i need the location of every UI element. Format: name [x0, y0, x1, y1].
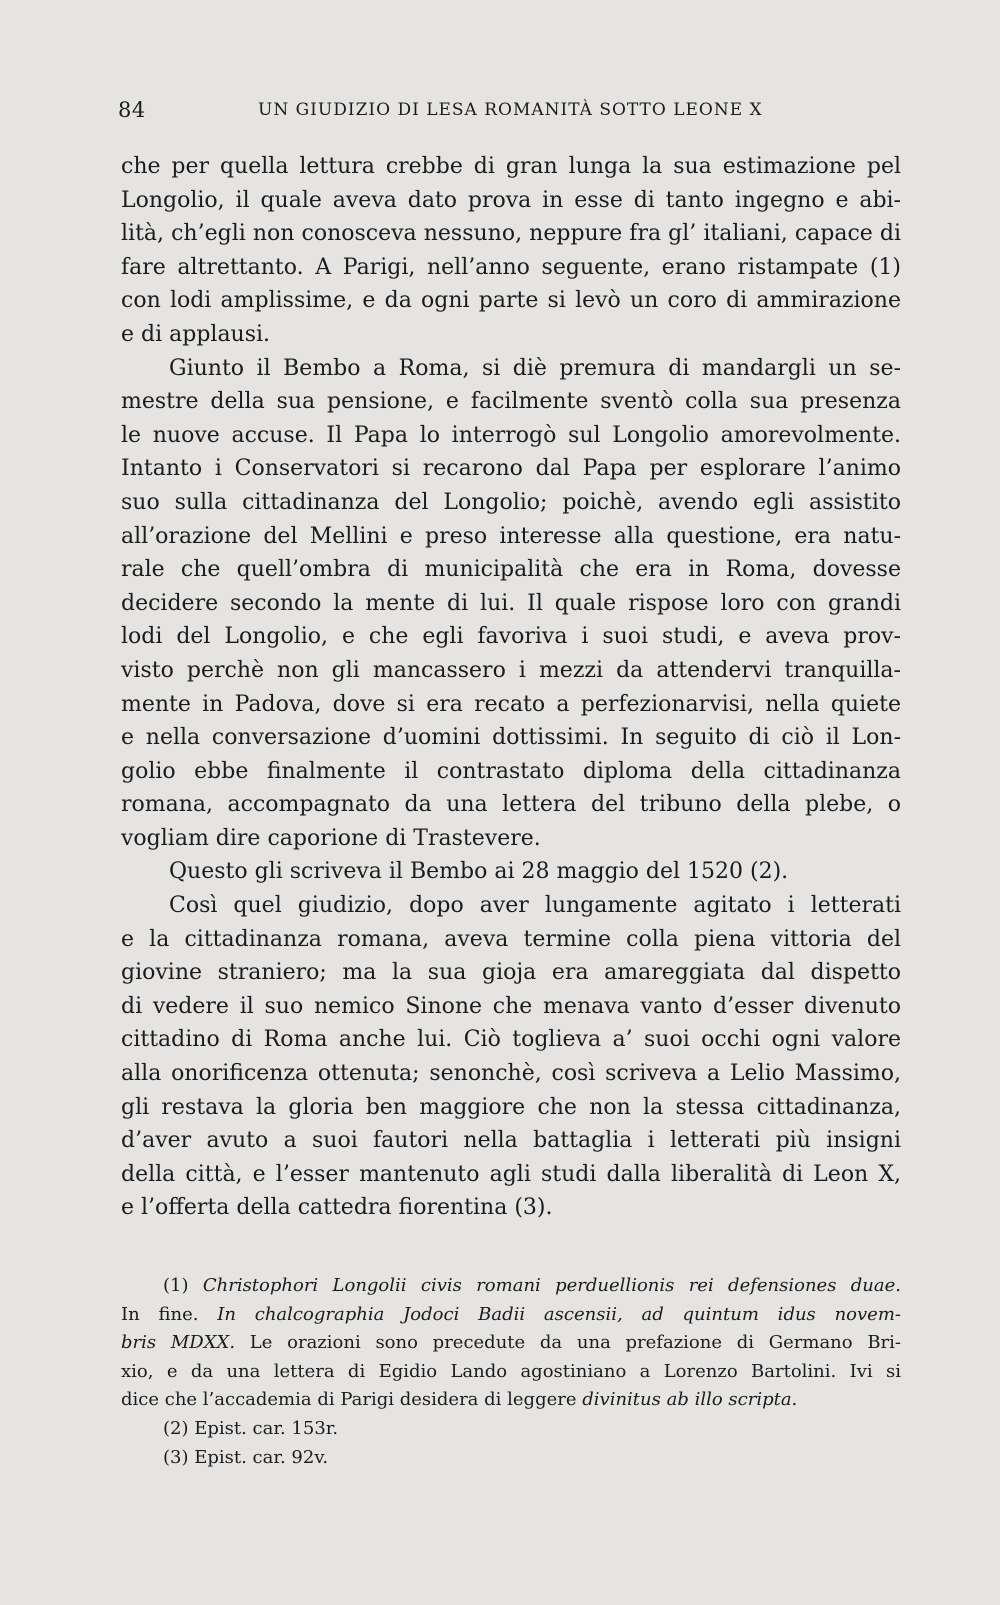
text-line: con lodi amplissime, e da ogni parte si levò un coro di ammirazione	[121, 288, 901, 314]
text-line: d’aver avuto a suoi fautori nella battaglia i letterati più insigni	[121, 1128, 901, 1154]
footnote-1-line	[121, 1386, 901, 1415]
text-line: Intanto i Conservatori si recarono dal Papa per esplorare l’animo	[121, 456, 901, 482]
text-line: lità, ch’egli non conosceva nessuno, neppure fra gl’ italiani, capace di	[121, 221, 901, 247]
footnote-1-line	[121, 1329, 901, 1358]
body-text	[121, 150, 901, 1225]
footnote-1-date: bris MDXX.	[121, 1332, 236, 1354]
text-line: e di applausi.	[121, 321, 271, 347]
footnote-1-line	[121, 1272, 901, 1301]
footnote-1-text: dice che l’accademia di Parigi desidera di leggere	[121, 1389, 577, 1411]
text-line: lodi del Longolio, e che egli favoriva i suoi studi, e aveva prov-	[121, 624, 901, 650]
text-line: suo sulla cittadinanza del Longolio; poichè, avendo egli assistito	[121, 489, 901, 515]
footnote-1-line: xio, e da una lettera di Egidio Lando agostiniano a Lorenzo Bartolini. Ivi si	[121, 1360, 901, 1382]
text-line: Questo gli scriveva il Bembo ai 28 maggio del 1520 (2).	[169, 859, 789, 885]
text-line: e l’offerta della cattedra fiorentina (3).	[121, 1195, 553, 1221]
footnote-1-title: Christophori Longolii civis romani perduellionis rei defensiones duae.	[202, 1275, 901, 1296]
footnote-marker: (1)	[163, 1275, 189, 1296]
text-line: vogliam dire caporione di Trastevere.	[121, 825, 541, 851]
text-line: mestre della sua pensione, e facilmente sventò colla sua presenza	[121, 389, 901, 415]
text-line: Giunto il Bembo a Roma, si diè premura di mandargli un se-	[169, 355, 901, 381]
footnote-1-quote: divinitus ab illo scripta.	[582, 1389, 798, 1411]
text-line: mente in Padova, dove si era recato a perfezionarvisi, nella quiete	[121, 691, 901, 717]
text-line: romana, accompagnato da una lettera del tribuno della plebe, o	[121, 792, 901, 818]
text-line: rale che quell’ombra di municipalità che era in Roma, dovesse	[121, 557, 901, 583]
footnote-1-line	[121, 1301, 901, 1330]
text-line: gli restava la gloria ben maggiore che non la stessa cittadinanza,	[121, 1094, 901, 1120]
text-line: decidere secondo la mente di lui. Il quale rispose loro con grandi	[121, 590, 901, 616]
text-line: e la cittadinanza romana, aveva termine colla piena vittoria del	[121, 926, 901, 952]
running-title: UN GIUDIZIO DI LESA ROMANITÀ SOTTO LEONE X	[258, 100, 763, 120]
text-line: di vedere il suo nemico Sinone che menava vanto d’esser divenuto	[121, 993, 901, 1019]
running-head	[118, 98, 898, 128]
text-line: Così quel giudizio, dopo aver lungamente agitato i letterati	[169, 893, 901, 919]
footnote-3: (3) Epist. car. 92v.	[163, 1446, 329, 1468]
footnote-1-text: Le orazioni sono precedute da una prefazione di Germano Bri-	[249, 1332, 901, 1354]
footnote-2: (2) Epist. car. 153r.	[163, 1417, 339, 1439]
footnote-1-imprint: In chalcographia Jodoci Badii ascensii, ad quintum idus novem-	[217, 1303, 901, 1325]
text-line: le nuove accuse. Il Papa lo interrogò sul Longolio amorevolmente.	[121, 422, 901, 448]
text-line: della città, e l’esser mantenuto agli studi dalla liberalità di Leon X,	[121, 1161, 901, 1187]
text-line: alla onorificenza ottenuta; senonchè, così scriveva a Lelio Massimo,	[121, 1061, 901, 1087]
text-line: all’orazione del Mellini e preso interesse alla questione, era natu-	[121, 523, 901, 549]
text-line: visto perchè non gli mancassero i mezzi da attendervi tranquilla-	[121, 657, 901, 683]
text-line: che per quella lettura crebbe di gran lunga la sua estimazione pel	[121, 154, 901, 179]
text-line: cittadino di Roma anche lui. Ciò toglieva a’ suoi occhi ogni valore	[121, 1027, 901, 1053]
text-line: fare altrettanto. A Parigi, nell’anno seguente, erano ristampate (1)	[121, 254, 901, 280]
text-line: giovine straniero; ma la sua gioja era amareggiata dal dispetto	[121, 960, 901, 986]
text-line: e nella conversazione d’uomini dottissimi. In seguito di ciò il Lon-	[121, 725, 901, 751]
page-number: 84	[118, 98, 146, 122]
text-line: golio ebbe finalmente il contrastato diploma della cittadinanza	[121, 758, 901, 784]
footnote-1-text: In fine.	[121, 1303, 199, 1325]
footnotes	[121, 1272, 901, 1472]
text-line: Longolio, il quale aveva dato prova in esse di tanto ingegno e abi-	[121, 187, 901, 213]
